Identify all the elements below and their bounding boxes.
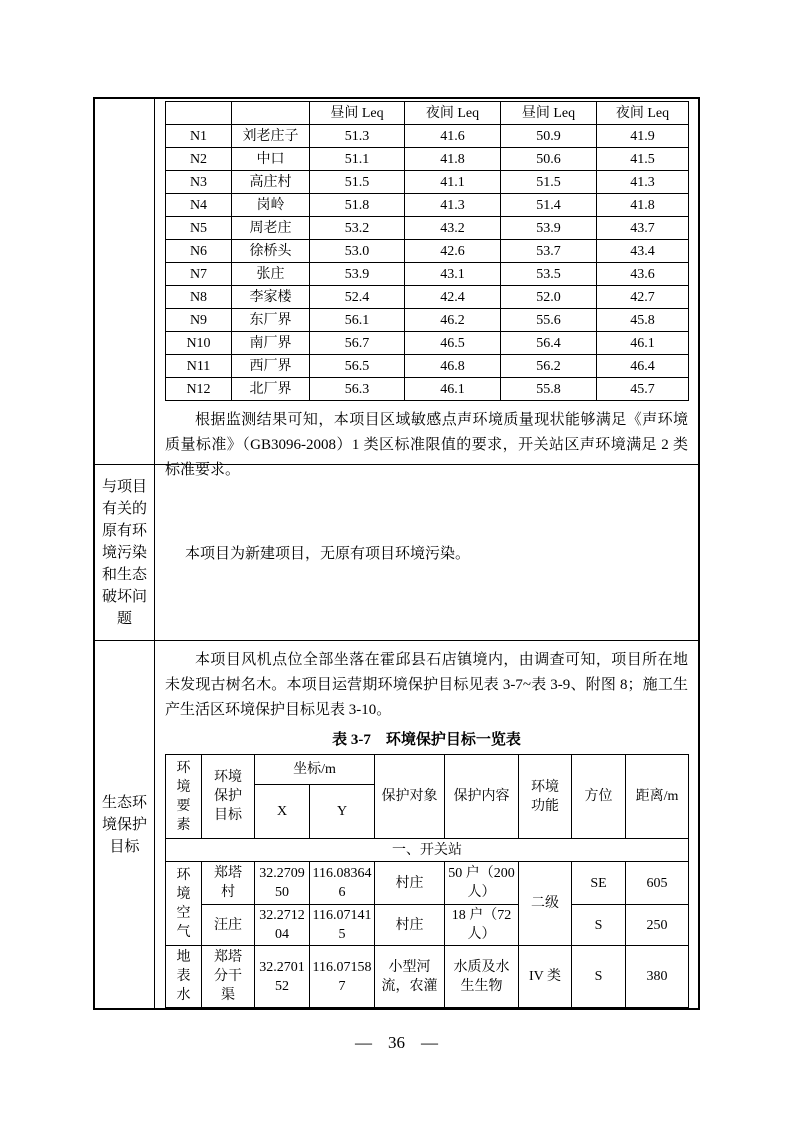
cell-point-id: N1 (166, 125, 232, 148)
cell-x: 32.270950 (255, 862, 310, 905)
page-number: 36 (388, 1033, 405, 1052)
section-noise-results (95, 99, 698, 478)
cell-value: 43.6 (597, 263, 689, 286)
original-pollution-text: 本项目为新建项目，无原有项目环境污染。 (185, 546, 471, 562)
cell-value: 50.6 (501, 148, 597, 171)
cell-y: 116.071587 (310, 946, 375, 1008)
cell-value: 51.8 (310, 194, 405, 217)
protection-table-row (166, 905, 689, 946)
cell-value: 41.6 (405, 125, 501, 148)
cell-value: 43.2 (405, 217, 501, 240)
protection-targets-table (165, 754, 689, 1008)
cell-value: 56.2 (501, 355, 597, 378)
header-content: 保护内容 (445, 755, 519, 839)
cell-value: 53.7 (501, 240, 597, 263)
cell-target: 郑塔村 (202, 862, 255, 905)
cell-value: 51.3 (310, 125, 405, 148)
cell-value: 46.4 (597, 355, 689, 378)
row-label-original-pollution: 与项目有关的原有环境污染和生态破坏问题 (95, 465, 155, 640)
cell-point-id: N5 (166, 217, 232, 240)
cell-point-name: 岗岭 (232, 194, 310, 217)
cell-x: 32.271204 (255, 905, 310, 946)
cell-point-name: 刘老庄子 (232, 125, 310, 148)
header-object: 保护对象 (375, 755, 445, 839)
cell-point-id: N2 (166, 148, 232, 171)
cell-point-id: N7 (166, 263, 232, 286)
section-noise-content (155, 99, 698, 478)
table-3-7-title: 表 3-7 环境保护目标一览表 (332, 732, 521, 748)
section-eco-targets (95, 641, 698, 1008)
cell-point-name: 高庄村 (232, 171, 310, 194)
cell-point-id: N10 (166, 332, 232, 355)
cell-point-id: N9 (166, 309, 232, 332)
cell-value: 42.4 (405, 286, 501, 309)
noise-table-row (166, 194, 689, 217)
sidebar-cell-empty (95, 99, 155, 464)
cell-value: 41.1 (405, 171, 501, 194)
cell-object: 小型河流，农灌 (375, 946, 445, 1008)
cell-point-name: 徐桥头 (232, 240, 310, 263)
noise-table-row (166, 125, 689, 148)
cell-object: 村庄 (375, 862, 445, 905)
cell-point-name: 李家楼 (232, 286, 310, 309)
protection-header-row-1 (166, 755, 689, 785)
cell-value: 41.3 (597, 171, 689, 194)
cell-value: 52.0 (501, 286, 597, 309)
section-original-pollution (95, 465, 698, 641)
cell-distance: 605 (626, 862, 689, 905)
group-switch-station: 一、开关站 (166, 839, 689, 862)
protection-table-row (166, 946, 689, 1008)
cell-point-name: 周老庄 (232, 217, 310, 240)
header-cell-day-leq: 昼间 Leq (310, 102, 405, 125)
cell-object: 村庄 (375, 905, 445, 946)
cell-value: 42.7 (597, 286, 689, 309)
cell-value: 43.1 (405, 263, 501, 286)
cell-value: 51.1 (310, 148, 405, 171)
noise-monitoring-table (165, 101, 689, 401)
cell-point-name: 中口 (232, 148, 310, 171)
cell-direction: SE (572, 862, 626, 905)
cell-element: 环境空气 (166, 862, 202, 946)
cell-content: 18 户（72 人） (445, 905, 519, 946)
noise-table-header-row (166, 102, 689, 125)
header-cell-day-leq: 昼间 Leq (501, 102, 597, 125)
cell-point-id: N12 (166, 378, 232, 401)
eco-targets-paragraph: 本项目风机点位全部坐落在霍邱县石店镇境内，由调查可知，项目所在地未发现古树名木。本项目运营期环境保护目标见表 3-7~表 3-9、附图 8；施工生产生活区环境保护目标见表 3-10。 (165, 652, 688, 718)
noise-table-row (166, 148, 689, 171)
cell-value: 55.6 (501, 309, 597, 332)
header-cell-night-leq: 夜间 Leq (405, 102, 501, 125)
cell-content: 水质及水生生物 (445, 946, 519, 1008)
cell-value: 52.4 (310, 286, 405, 309)
cell-value: 51.5 (310, 171, 405, 194)
cell-point-id: N4 (166, 194, 232, 217)
cell-content: 50 户（200 人） (445, 862, 519, 905)
header-element: 环境要素 (166, 755, 202, 839)
header-cell-blank (166, 102, 232, 125)
cell-value: 43.7 (597, 217, 689, 240)
header-x: X (255, 785, 310, 839)
cell-x: 32.270152 (255, 946, 310, 1008)
cell-direction: S (572, 905, 626, 946)
noise-table-row (166, 240, 689, 263)
cell-value: 53.9 (501, 217, 597, 240)
header-cell-blank (232, 102, 310, 125)
noise-table-row (166, 355, 689, 378)
noise-table-row (166, 309, 689, 332)
cell-value: 51.5 (501, 171, 597, 194)
cell-value: 56.3 (310, 378, 405, 401)
protection-group-row (166, 839, 689, 862)
cell-target: 郑塔分干渠 (202, 946, 255, 1008)
page-footer (0, 1033, 793, 1053)
cell-value: 46.1 (597, 332, 689, 355)
cell-value: 43.4 (597, 240, 689, 263)
cell-y: 116.071415 (310, 905, 375, 946)
noise-table-row (166, 217, 689, 240)
noise-table-row (166, 171, 689, 194)
header-distance: 距离/m (626, 755, 689, 839)
cell-value: 41.8 (597, 194, 689, 217)
cell-y: 116.083646 (310, 862, 375, 905)
cell-distance: 250 (626, 905, 689, 946)
cell-value: 41.8 (405, 148, 501, 171)
cell-value: 56.5 (310, 355, 405, 378)
noise-conclusion-paragraph: 根据监测结果可知，本项目区域敏感点声环境质量现状能够满足《声环境质量标准》（GB3096-2008）1 类区标准限值的要求，开关站区声环境满足 2 类标准要求。 (165, 412, 688, 478)
cell-value: 53.0 (310, 240, 405, 263)
cell-value: 53.2 (310, 217, 405, 240)
section-original-pollution-content (155, 465, 698, 640)
noise-table-row (166, 286, 689, 309)
cell-value: 51.4 (501, 194, 597, 217)
cell-point-id: N8 (166, 286, 232, 309)
cell-value: 41.9 (597, 125, 689, 148)
cell-value: 56.4 (501, 332, 597, 355)
cell-point-name: 南厂界 (232, 332, 310, 355)
cell-value: 46.8 (405, 355, 501, 378)
cell-value: 53.9 (310, 263, 405, 286)
cell-function: IV 类 (519, 946, 572, 1008)
cell-value: 41.5 (597, 148, 689, 171)
noise-table-row (166, 332, 689, 355)
header-target: 环境保护目标 (202, 755, 255, 839)
cell-value: 41.3 (405, 194, 501, 217)
cell-value: 46.1 (405, 378, 501, 401)
footer-left-dash: — (355, 1033, 372, 1052)
cell-direction: S (572, 946, 626, 1008)
row-label-eco-targets: 生态环境保护目标 (95, 641, 155, 1008)
cell-point-id: N6 (166, 240, 232, 263)
cell-point-name: 北厂界 (232, 378, 310, 401)
cell-point-name: 西厂界 (232, 355, 310, 378)
cell-point-id: N3 (166, 171, 232, 194)
footer-right-dash: — (421, 1033, 438, 1052)
header-coordinates: 坐标/m (255, 755, 375, 785)
cell-value: 56.1 (310, 309, 405, 332)
section-eco-targets-content (155, 641, 698, 1008)
cell-value: 55.8 (501, 378, 597, 401)
cell-target: 汪庄 (202, 905, 255, 946)
cell-value: 50.9 (501, 125, 597, 148)
header-direction: 方位 (572, 755, 626, 839)
noise-table-row (166, 378, 689, 401)
cell-value: 45.8 (597, 309, 689, 332)
header-y: Y (310, 785, 375, 839)
document-content-frame (93, 97, 700, 1010)
cell-value: 53.5 (501, 263, 597, 286)
cell-value: 45.7 (597, 378, 689, 401)
cell-value: 42.6 (405, 240, 501, 263)
cell-value: 46.5 (405, 332, 501, 355)
protection-table-row (166, 862, 689, 905)
cell-value: 46.2 (405, 309, 501, 332)
cell-point-name: 东厂界 (232, 309, 310, 332)
cell-distance: 380 (626, 946, 689, 1008)
noise-table-row (166, 263, 689, 286)
header-function: 环境功能 (519, 755, 572, 839)
cell-point-name: 张庄 (232, 263, 310, 286)
cell-point-id: N11 (166, 355, 232, 378)
cell-element: 地表水 (166, 946, 202, 1008)
cell-value: 56.7 (310, 332, 405, 355)
header-cell-night-leq: 夜间 Leq (597, 102, 689, 125)
cell-function: 二级 (519, 862, 572, 946)
